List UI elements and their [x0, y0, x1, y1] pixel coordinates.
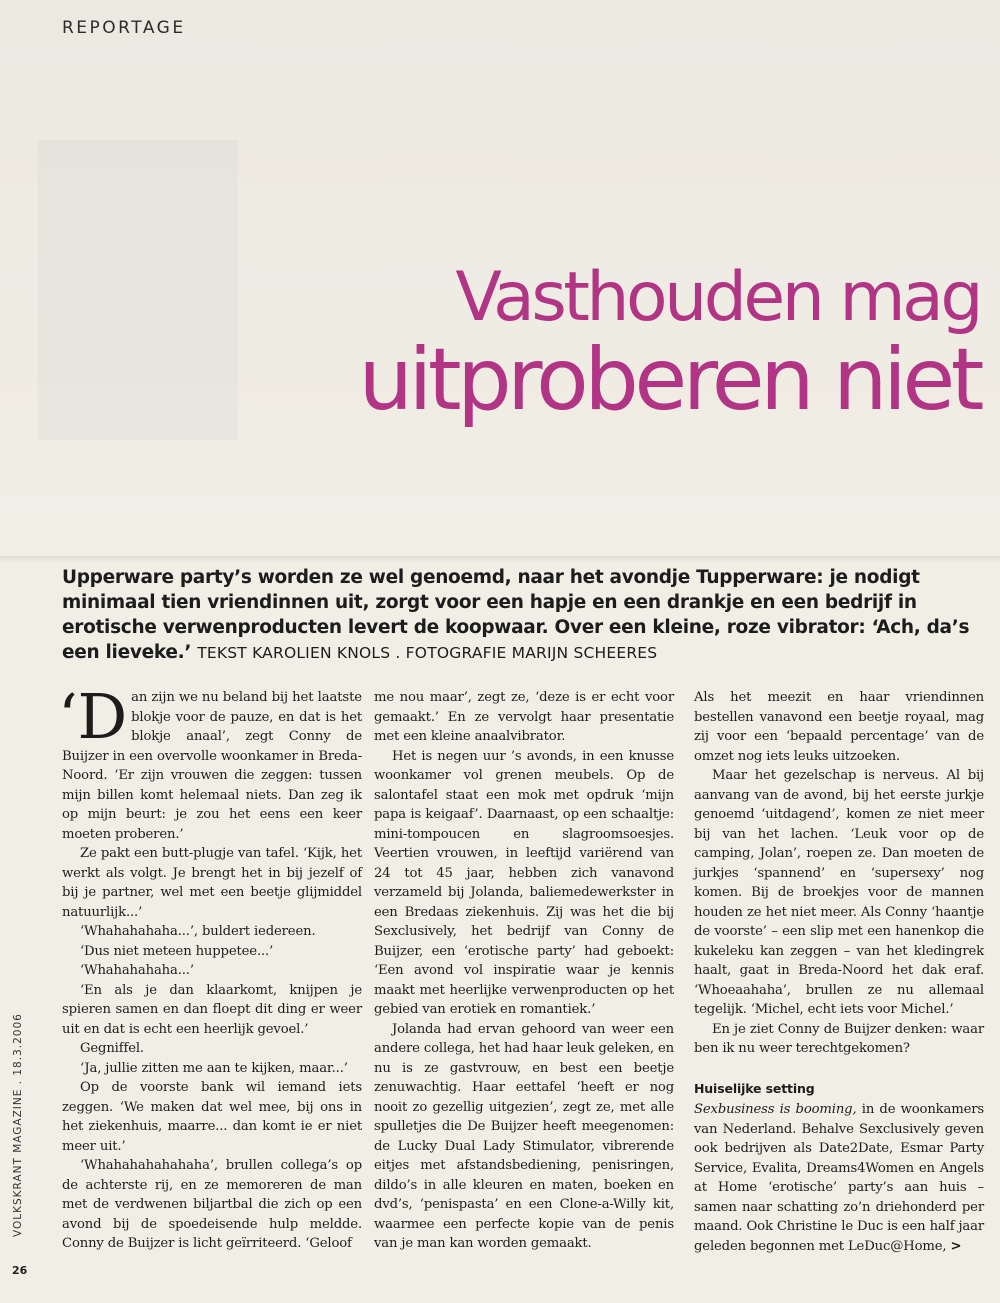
- page-fold-shadow: [0, 556, 1000, 564]
- paragraph: ‘Whahahahaha...’: [80, 963, 194, 978]
- section-label: REPORTAGE: [62, 18, 186, 38]
- paragraph: En je ziet Conny de Buijzer denken: waar ben ik nu weer terechtgekomen?: [694, 1021, 984, 1056]
- paragraph: Het is negen uur ’s avonds, in een knusse woonkamer vol grenen meubels. Op de salontafel staat een mok met opdruk ‘mijn papa is keigaaf’. Daarnaast, op een schaaltje: mini-tompoucen en slagroomsoesjes. Veertien vrouwen, in leeftijd variërend van 24 tot 45 jaar, hebben zich vanavond verzameld bij Jolanda, baliemedewerkster in een Bredaas ziekenhuis. Zij was het die bij Sexclusively, het bedrijf van Conny de Buijzer, een ‘erotische party’ had geboekt: ‘Een avond vol inspiratie waar je kennis maakt met heerlijke verwenproducten op het gebied van erotiek en romantiek.’: [374, 748, 674, 1017]
- headline-line-2: uitproberen niet: [358, 330, 980, 430]
- headline-line-1: Vasthouden mag: [455, 258, 980, 337]
- paragraph: Maar het gezelschap is nerveus. Al bij aanvang van de avond, bij het eerste jurkje genoemd ‘uitdagend’, komen ze niet meer bij van het lachen. ‘Leuk voor op de camping, Jolan’, roepen ze. Dan moeten de jurkjes ‘spannend’ en ‘supersexy’ nog komen. Bij de broekjes voor de mannen houden ze het niet meer. Als Conny ‘haantje de voorste’ – een slip met een hanenkop die kukeleku kan zeggen – van het kledingrek haalt, gaat in Breda-Noord het dak eraf. ‘Whoeaahaha’, brullen ze nu allemaal tegelijk. ‘Michel, echt iets voor Michel.’: [694, 768, 984, 1017]
- subheading: Huiselijke setting: [694, 1080, 815, 1096]
- paragraph: Jolanda had ervan gehoord van weer een andere collega, het had haar leuk geleken, en nu is ze gastvrouw, en best een beetje zenuwachtig. Haar eettafel ‘heeft er nog nooit zo gezellig uitgezien’, zegt ze, met alle spulletjes die De Buijzer heeft meegenomen: de Lucky Dual Lady Stimulator, vibrerende eitjes met afstandsbediening, penisringen, dildo’s in alle kleuren en maten, boeken en dvd’s, ‘penispasta’ en een Clone-a-Willy kit, waarmee een perfecte kopie van de penis van je man kan worden gemaakt.: [374, 1021, 674, 1251]
- paragraph: ‘Whahahahaha...’, buldert iedereen.: [80, 924, 316, 939]
- paragraph: [58, 680, 362, 844]
- paragraph: Gegniffel.: [80, 1041, 144, 1056]
- paragraph-text: an zijn we nu beland bij het laatste blokje voor de pauze, en dat is het blokje anaal’, zegt Conny de Buijzer in een overvolle woonkamer in Breda-Noord. ‘Er zijn vrouwen die zeggen: tussen mijn billen komt helemaal niets. Dan zeg ik op mijn beurt: je zou het eens een keer moeten proberen.’: [62, 690, 362, 842]
- continued-arrow-icon: >: [950, 1238, 962, 1254]
- column-2: [374, 688, 674, 1254]
- paragraph: ‘En als je dan klaarkomt, knijpen je spieren samen en dan floept dit ding er weer uit en dat is echt een heerlijk gevoel.’: [62, 982, 362, 1037]
- article-body: [58, 680, 984, 1288]
- paragraph: me nou maar’, zegt ze, ‘deze is er echt voor gemaakt.’ En ze vervolgt haar presentatie met een kleine anaalvibrator.: [374, 690, 674, 744]
- show-through-ghost-panel: [38, 140, 238, 440]
- magazine-folio: VOLKSKRANT MAGAZINE . 18.3.2006: [12, 1013, 24, 1237]
- paragraph: [694, 1100, 984, 1256]
- paragraph: Op de voorste bank wil iemand iets zeggen. ‘We maken dat wel mee, bij ons in het ziekenhuis, maarre... dan komt ie er niet meer uit.’: [62, 1080, 362, 1154]
- paragraph: Ze pakt een butt-plugje van tafel. ‘Kijk, het werkt als volgt. Je brengt het in bij jezelf of bij je partner, wel met een beetje glijmiddel natuurlijk...’: [62, 846, 362, 920]
- emphasis-text: Sexbusiness is booming,: [694, 1102, 857, 1117]
- column-3: [694, 688, 984, 1256]
- paragraph: ‘Ja, jullie zitten me aan te kijken, maar...’: [80, 1060, 348, 1076]
- column-1: [58, 680, 362, 1254]
- paragraph: ‘Dus niet meteen huppetee...’: [80, 943, 274, 959]
- drop-cap: ‘D: [58, 680, 128, 753]
- intro-text: Upperware party’s worden ze wel genoemd, naar het avondje Tupperware: je nodigt minimaal tien vriendinnen uit, zorgt voor een hapje en een drankje en een bedrijf in erotische verwenproducten levert de koopwaar. Over een kleine, roze vibrator: ‘Ach, da’s een lieveke.’: [62, 567, 970, 663]
- byline-credit: TEKST KAROLIEN KNOLS . FOTOGRAFIE MARIJN SCHEERES: [197, 644, 658, 662]
- page-number: 26: [12, 1264, 28, 1277]
- paragraph-text: in de woonkamers van Nederland. Behalve Sexclusively geven ook bedrijven als Date2Date, Esmar Party Service, Evalita, Dreams4Women en Angels at Home ‘erotische’ party’s aan huis – samen naar schatting zo’n driehonderd per maand. Ook Christine le Duc is een half jaar geleden begonnen met LeDuc@Home,: [694, 1102, 984, 1254]
- headline: [358, 258, 980, 430]
- paragraph: Als het meezit en haar vriendinnen bestellen vanavond een beetje royaal, mag zij voor een ‘bepaald percentage’ van de omzet nog iets leuks uitzoeken.: [694, 690, 984, 764]
- paragraph: ‘Whahahahahahaha’, brullen collega’s op de achterste rij, en ze memoreren de man met de verdwenen biljartbal die zich op een avond bij de spoedeisende hulp meldde. Conny de Buijzer is licht geïrriteerd. ‘Geloof: [62, 1158, 362, 1251]
- intro-lede: [62, 565, 984, 666]
